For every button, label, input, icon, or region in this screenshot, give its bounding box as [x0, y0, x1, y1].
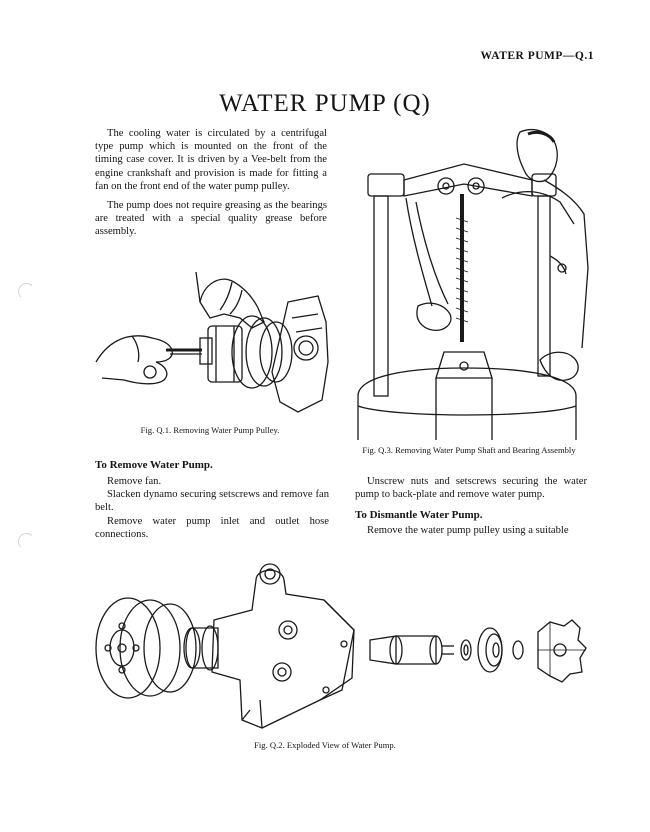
removal-continuation: Unscrew nuts and setscrews securing the water pump to back-plate and remove water pump. [355, 476, 587, 501]
intro-paragraph: The cooling water is circulated by a centrifugal type pump which is mounted on the front of the timing case cover. It is driven by a Vee-belt from the engine crankshaft and provision is made for fitting a fan on the front end of the water pump pulley. [95, 128, 327, 192]
remove-heading: To Remove Water Pump. [95, 459, 213, 471]
intro-text [95, 127, 327, 239]
binder-hole-bottom [18, 533, 35, 550]
right-column-text [355, 475, 587, 538]
dismantle-text: Remove the water pump pulley using a suitable [367, 525, 569, 537]
figure-q1-illustration [92, 262, 334, 420]
page-title: WATER PUMP (Q) [219, 90, 431, 117]
remove-step: Remove fan. [107, 476, 162, 487]
figure-q3-illustration [352, 128, 592, 440]
intro-paragraph: The pump does not require greasing as the bearings are treated with a special quality grease before assembly. [95, 200, 327, 238]
figure-q2-caption: Fig. Q.2. Exploded View of Water Pump. [254, 740, 396, 750]
dismantle-heading: To Dismantle Water Pump. [355, 509, 483, 522]
remove-section [95, 459, 329, 541]
remove-step: Remove water pump inlet and outlet hose connections. [95, 515, 329, 540]
figure-q1-caption: Fig. Q.1. Removing Water Pump Pulley. [140, 425, 280, 435]
binder-hole-top [18, 283, 35, 300]
running-header: WATER PUMP—Q.1 [480, 50, 594, 62]
remove-step: Slacken dynamo securing setscrews and remove fan belt. [95, 489, 329, 514]
figure-q2-illustration [92, 560, 592, 740]
figure-q3-caption: Fig. Q.3. Removing Water Pump Shaft and Bearing Assembly [362, 445, 576, 455]
